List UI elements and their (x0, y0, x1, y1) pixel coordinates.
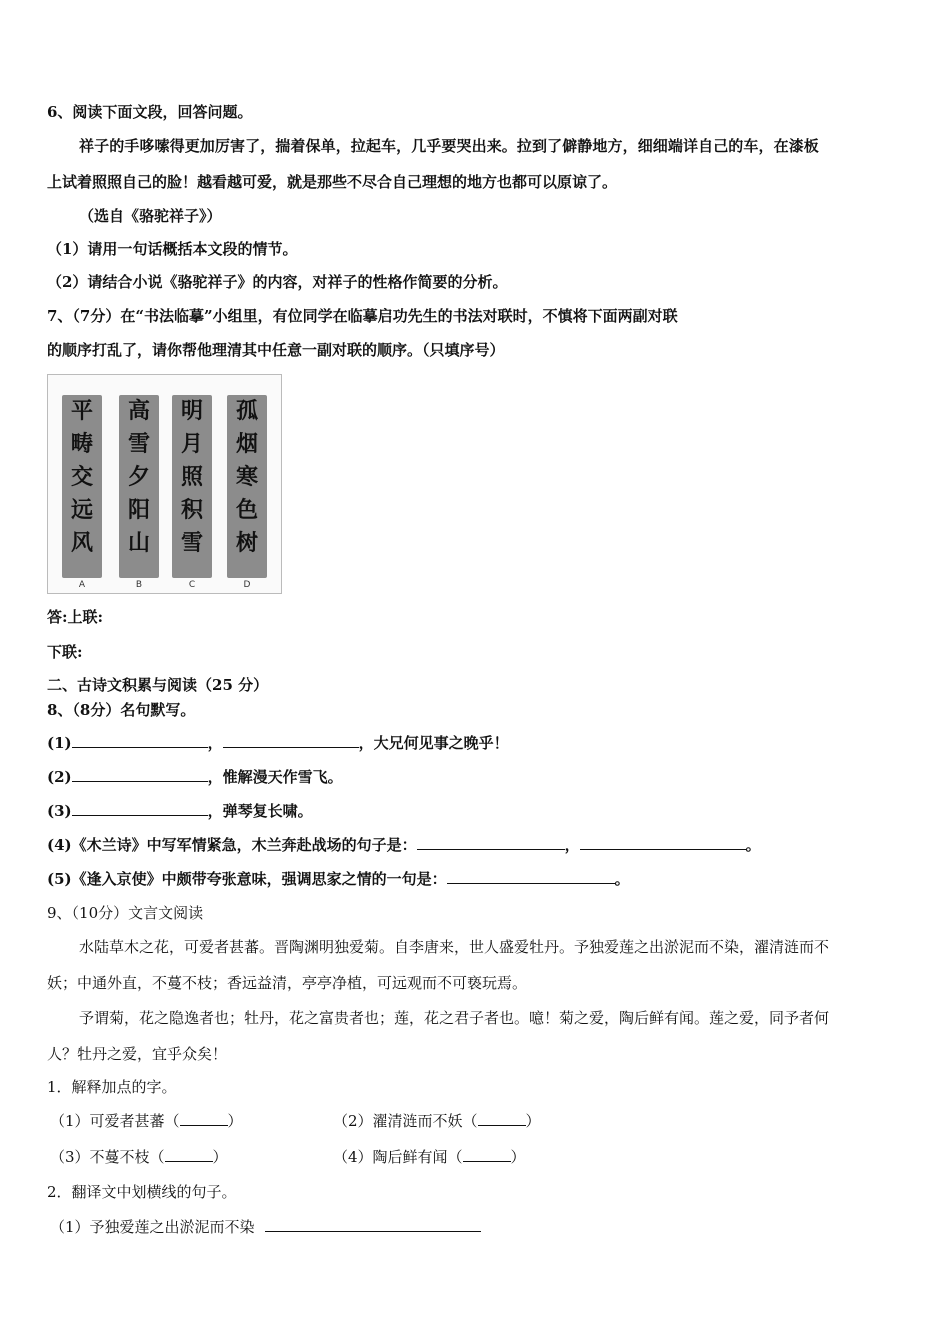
explain-3 (50, 1147, 228, 1167)
q6-source: （选自《骆驼祥子》） (79, 207, 222, 225)
item-prompt: 《逢入京使》中颇带夸张意味，强调思家之情的一句是： (71, 870, 447, 888)
answer-blank[interactable] (72, 767, 208, 782)
answer-blank[interactable] (223, 733, 359, 748)
strip-char: 风 (70, 530, 93, 556)
strip-char: 畴 (70, 431, 93, 457)
strip-char: 烟 (235, 431, 258, 457)
strip-char: 月 (180, 431, 203, 457)
q6-title: 6、阅读下面文段，回答问题。 (47, 103, 253, 121)
q7-line1: 7、（7分）在“书法临摹”小组里，有位同学在临摹启功先生的书法对联时，不慎将下面两副对联 (47, 307, 678, 325)
explain-close: ） (525, 1112, 541, 1130)
q6-passage-line1: 祥子的手哆嗦得更加厉害了，揣着保单，拉起车，几乎要哭出来。拉到了僻静地方，细细端详自己的车，在漆板 (79, 137, 819, 155)
strip-char: 照 (180, 464, 203, 490)
q7-line2: 的顺序打乱了，请你帮他理清其中任意一副对联的顺序。（只填序号） (47, 341, 505, 359)
explain-4 (333, 1147, 526, 1167)
item-prompt: 《木兰诗》中写军情紧急，木兰奔赴战场的句子是： (71, 836, 417, 854)
comma: ， (564, 836, 580, 854)
explain-2 (333, 1111, 541, 1131)
strip-a (62, 395, 102, 578)
strip-char: 远 (70, 497, 93, 523)
q8-item-1 (47, 733, 509, 753)
q9-p2-line2: 人？牡丹之爱，宜乎众矣！ (47, 1045, 228, 1063)
q9-p1-line1: 水陆草木之花，可爱者甚蕃。晋陶渊明独爱菊。自李唐来，世人盛爱牡丹。予独爱莲之出淤泥而不染，濯清涟而不 (79, 938, 830, 956)
q9-p2-line1: 予谓菊，花之隐逸者也；牡丹，花之富贵者也；莲，花之君子者也。噫！菊之爱，陶后鲜有闻。莲之爱，同予者何 (79, 1009, 830, 1027)
answer-blank[interactable] (478, 1111, 526, 1126)
strip-label-c: C (188, 580, 196, 590)
strip-char: 寒 (235, 464, 258, 490)
item-num: (3) (47, 802, 72, 820)
strip-d (227, 395, 267, 578)
item-tail: ，弹琴复长啸。 (207, 802, 313, 820)
strip-char: 交 (70, 464, 93, 490)
strip-char: 夕 (127, 464, 150, 490)
strip-char: 树 (235, 530, 258, 556)
calligraphy-couplet-image (47, 374, 282, 594)
q6-passage-line2: 上试着照照自己的脸！越看越可爱，就是那些不尽合自己理想的地方也都可以原谅了。 (47, 173, 618, 191)
strip-char: 积 (180, 497, 203, 523)
strip-c (172, 395, 212, 578)
q8-item-5 (47, 869, 630, 889)
section2-title: 二、古诗文积累与阅读（25 分） (47, 676, 269, 694)
q9-task1: 1．解释加点的字。 (47, 1078, 177, 1096)
item-num: (5) (47, 870, 72, 888)
strip-char: 雪 (180, 530, 203, 556)
answer-upper: 答:上联: (47, 608, 104, 626)
strip-char: 高 (127, 398, 150, 424)
explain-text: （2）濯清涟而不妖（ (333, 1112, 478, 1130)
item-tail: ，大兄何见事之晚乎！ (358, 734, 509, 752)
explain-text: （3）不蔓不枝（ (50, 1148, 165, 1166)
translate-text: （1）予独爱莲之出淤泥而不染 (50, 1218, 255, 1236)
answer-blank[interactable] (265, 1217, 481, 1232)
item-num: (2) (47, 768, 72, 786)
strip-char: 雪 (127, 431, 150, 457)
strip-char: 明 (180, 398, 203, 424)
strip-char: 山 (127, 530, 150, 556)
q9-title: 9、（10分）文言文阅读 (47, 904, 204, 922)
q9-p1-line2: 妖；中通外直，不蔓不枝；香远益清，亭亭净植，可远观而不可亵玩焉。 (47, 974, 528, 992)
q6-sub1: （1）请用一句话概括本文段的情节。 (47, 240, 298, 258)
strip-char: 阳 (127, 497, 150, 523)
strip-label-d: D (243, 580, 251, 590)
answer-blank[interactable] (165, 1147, 213, 1162)
q8-item-3 (47, 801, 313, 821)
strip-label-b: B (135, 580, 143, 590)
answer-blank[interactable] (580, 835, 746, 850)
explain-close: ） (212, 1148, 228, 1166)
answer-blank[interactable] (463, 1147, 511, 1162)
explain-close: ） (227, 1112, 243, 1130)
item-tail: ，惟解漫天作雪飞。 (207, 768, 343, 786)
item-num: (4) (47, 836, 72, 854)
answer-blank[interactable] (180, 1111, 228, 1126)
translate-1 (50, 1217, 481, 1237)
strip-b (119, 395, 159, 578)
q8-item-4 (47, 835, 761, 855)
strip-char: 色 (235, 497, 258, 523)
strip-label-a: A (78, 580, 86, 590)
explain-1 (50, 1111, 243, 1131)
q9-task2: 2．翻译文中划横线的句子。 (47, 1183, 237, 1201)
q8-title: 8、（8分）名句默写。 (47, 701, 196, 719)
q6-sub2: （2）请结合小说《骆驼祥子》的内容，对祥子的性格作简要的分析。 (47, 273, 508, 291)
strip-char: 孤 (235, 398, 258, 424)
item-tail: 。 (745, 836, 761, 854)
answer-lower: 下联: (47, 643, 83, 661)
comma: ， (207, 734, 223, 752)
answer-blank[interactable] (72, 801, 208, 816)
item-tail: 。 (614, 870, 630, 888)
explain-close: ） (510, 1148, 526, 1166)
item-num: (1) (47, 734, 72, 752)
explain-text: （4）陶后鲜有闻（ (333, 1148, 463, 1166)
answer-blank[interactable] (447, 869, 615, 884)
answer-blank[interactable] (72, 733, 208, 748)
answer-blank[interactable] (417, 835, 565, 850)
explain-text: （1）可爱者甚蕃（ (50, 1112, 180, 1130)
q8-item-2 (47, 767, 343, 787)
strip-char: 平 (70, 398, 93, 424)
